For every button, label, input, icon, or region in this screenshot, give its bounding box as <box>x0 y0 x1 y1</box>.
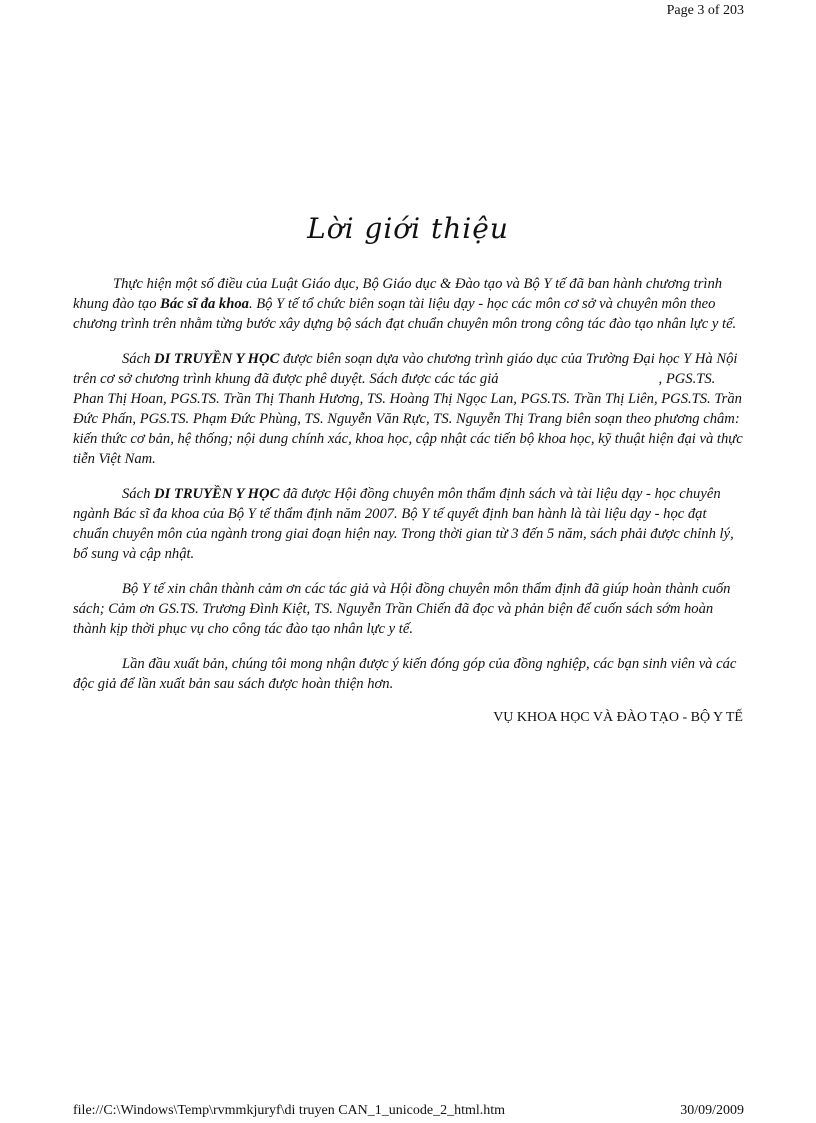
signature: VỤ KHOA HỌC VÀ ĐÀO TẠO - BỘ Y TẾ <box>493 710 743 725</box>
paragraph-thanks: Bộ Y tế xin chân thành cảm ơn các tác giả và Hội đồng chuyên môn thẩm định đã giúp hoàn thành cuốn sách; Cảm ơn GS.TS. Trương Đình Kiệt, TS. Nguyễn Trần Chiến đã đọc và phản biện để cuốn sách sớm hoàn thành kịp thời phục vụ cho công tác đào tạo nhân lực y tế. <box>73 581 731 637</box>
page-title: Lời giới thiệu <box>307 212 509 245</box>
paragraph-authors-text-b: được biên soạn dựa vào chương trình giáo dục của Trường Đại học Y Hà Nội trên cơ sở chương trình khung đã được phê duyệt. Sách được các tác giả <box>73 351 738 387</box>
document-body <box>73 274 743 728</box>
paragraph-feedback: Lần đầu xuất bản, chúng tôi mong nhận được ý kiến đóng góp của đồng nghiệp, các bạn sinh viên và các độc giả để lần xuất bản sau sách được hoàn thiện hơn. <box>73 656 737 692</box>
paragraph-approval <box>73 484 743 564</box>
paragraph-authors-text-c: , PGS.TS. Phan Thị Hoan, PGS.TS. Trần Thị Thanh Hương, TS. Hoàng Thị Ngọc Lan, PGS.TS. Trần Thị Liên, PGS.TS. Trần Đức Phấn, PGS.TS. Phạm Đức Phùng, TS. Nguyễn Văn Rực, TS. Nguyễn Thị Trang biên soạn theo phương châm: kiến thức cơ bản, hệ thống; nội dung chính xác, khoa học, cập nhật các tiến bộ khoa học, kỹ thuật hiện đại và thực tiễn Việt Nam. <box>73 371 743 467</box>
footer-date: 30/09/2009 <box>680 1103 744 1118</box>
footer-file-path: file://C:\Windows\Temp\rvmmkjuryf\di truyen CAN_1_unicode_2_html.htm <box>73 1103 506 1118</box>
book-title-2: DI TRUYỀN Y HỌC <box>154 486 280 502</box>
paragraph-intro <box>73 274 743 334</box>
book-title: DI TRUYỀN Y HỌC <box>154 351 280 367</box>
program-name: Bác sĩ đa khoa <box>160 296 249 312</box>
paragraph-intro-text-b: . Bộ Y tế tổ chức biên soạn tài liệu dạy - học các môn cơ sở và chuyên môn theo chương trình trên nhằm từng bước xây dựng bộ sách đạt chuẩn chuyên môn trong công tác đào tạo nhân lực y tế. <box>73 296 737 332</box>
paragraph-approval-text-a: Sách <box>122 486 155 502</box>
paragraph-authors <box>73 349 743 469</box>
paragraph-intro-text-a: Thực hiện một số điều của Luật Giáo dục, Bộ Giáo dục & Đào tạo và Bộ Y tế đã ban hành chương trình khung đào tạo <box>73 276 723 312</box>
paragraph-approval-text-b: đã được Hội đồng chuyên môn thẩm định sách và tài liệu dạy - học chuyên ngành Bác sĩ đa khoa của Bộ Y tế thẩm định năm 2007. Bộ Y tế quyết định ban hành là tài liệu dạy - học đạt chuẩn chuyên môn của ngành trong giai đoạn hiện nay. Trong thời gian từ 3 đến 5 năm, sách phải được chỉnh lý, bổ sung và cập nhật. <box>73 486 734 562</box>
paragraph-authors-text-a: Sách <box>122 351 155 367</box>
page-number: Page 3 of 203 <box>666 3 744 18</box>
